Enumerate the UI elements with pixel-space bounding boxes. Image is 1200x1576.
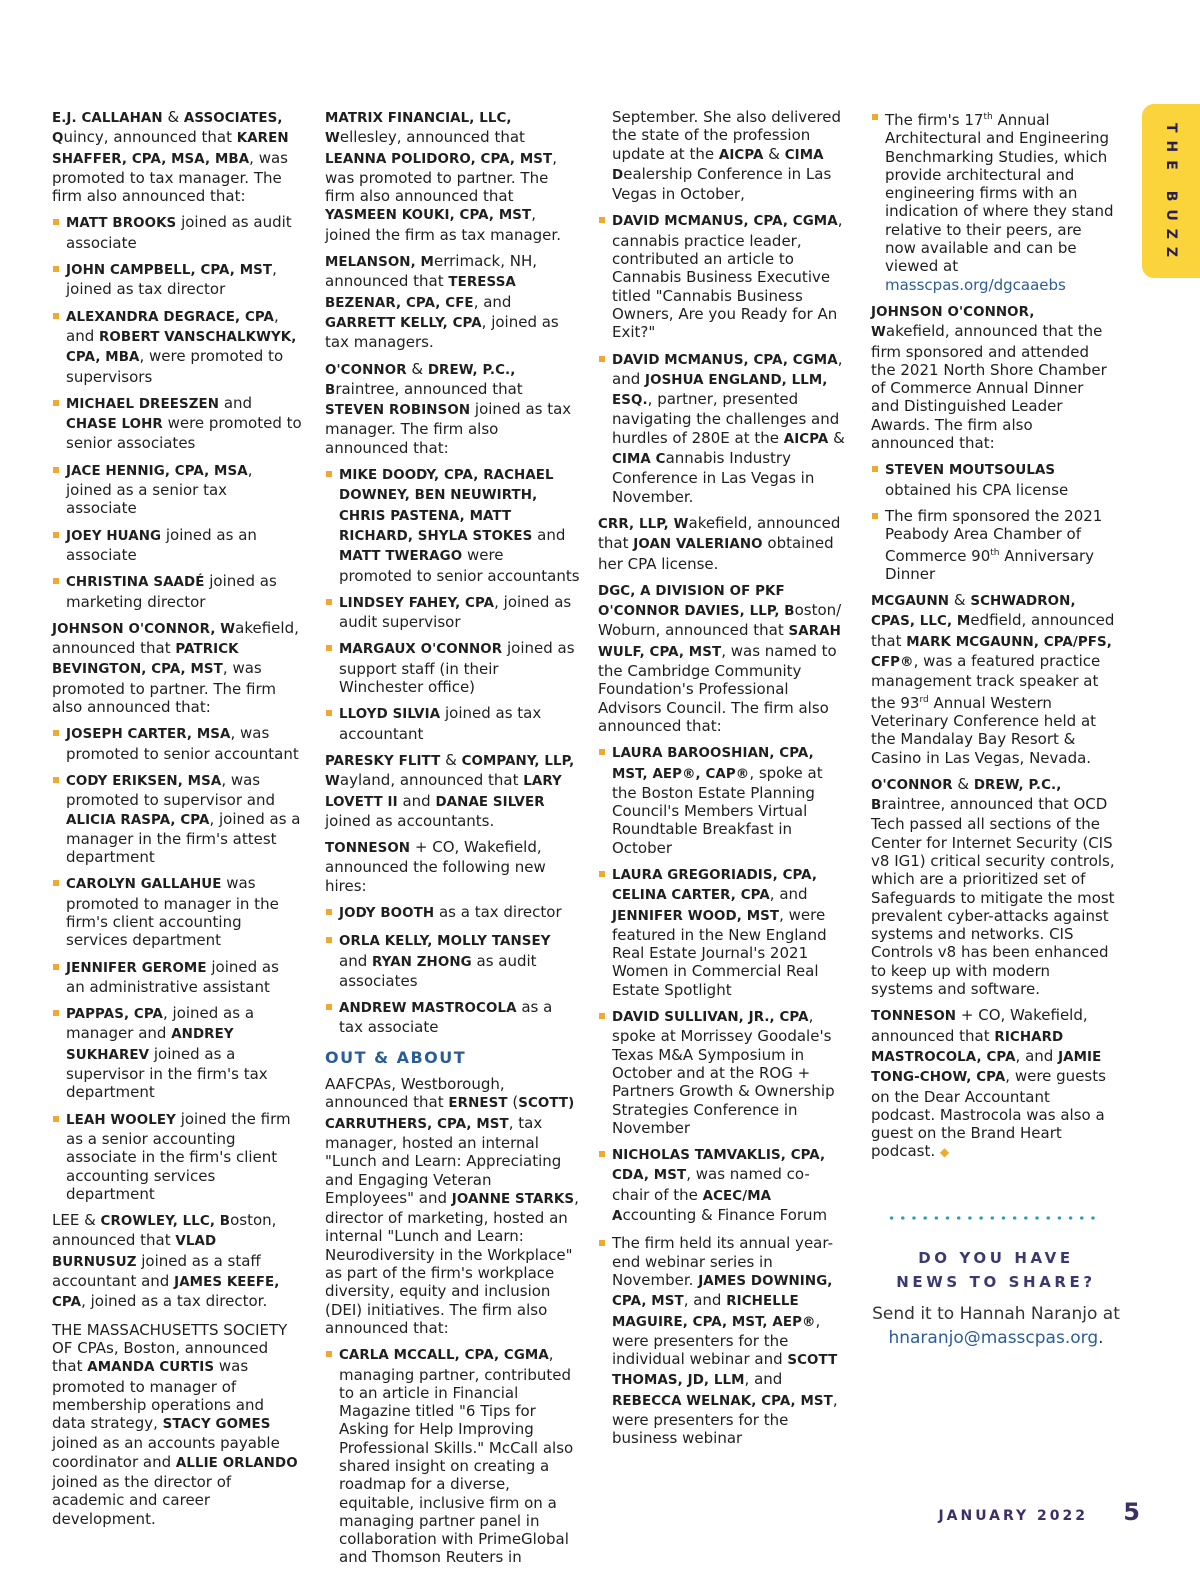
paragraph: LEE & CROWLEY, LLC, Boston, announced that VLAD BURNUSUZ joined as a staff accountant and JAMES KEEFE, CPA, joined as a tax director. bbox=[52, 1211, 280, 1311]
list-item: JOEY HUANG joined as an associate bbox=[52, 526, 302, 565]
list-item: MIKE DOODY, CPA, RACHAEL DOWNEY, BEN NEUWIRTH, CHRIS PASTENA, MATT RICHARD, SHYLA STOKES and MATT TWERAGO were promoted to senior accountants bbox=[325, 465, 580, 585]
list-item: NICHOLAS TAMVAKLIS, CPA, CDA, MST, was named co-chair of the ACEC/MA Accounting & Finance Forum bbox=[598, 1145, 846, 1226]
paragraph: AAFCPAs, Westborough, announced that ERNEST (SCOTT) CARRUTHERS, CPA, MST, tax manager, hosted an internal "Lunch and Learn: Appreciating and Engaging Veteran Employees" and JOANNE STARKS, director of marketing, hosted an internal "Lunch and Learn: Neurodiversity in the Workplace" as part of the firm's workplace diversity, equity and inclusion (DEI) initiatives. The firm also announced that: bbox=[325, 1075, 579, 1337]
news-callout bbox=[866, 1246, 1126, 1350]
list-item: ALEXANDRA DEGRACE, CPA, and ROBERT VANSCHALKWYK, CPA, MBA, were promoted to supervisors bbox=[52, 307, 302, 386]
bullet-list bbox=[598, 743, 846, 1447]
paragraph: O'CONNOR & DREW, P.C., Braintree, announced that OCD Tech passed all sections of the Center for Internet Security (CIS v8 IG1) critical security controls, which are a prioritized set of Safeguards to mitigate the most prevalent cyber-attacks against systems and networks. CIS Controls v8 has been enhanced to keep up with modern systems and software. bbox=[871, 774, 1115, 999]
column-4 bbox=[871, 108, 1116, 1170]
list-item: JENNIFER GEROME joined as an administrative assistant bbox=[52, 958, 302, 997]
list-item: MICHAEL DREESZEN and CHASE LOHR were promoted to senior associates bbox=[52, 394, 302, 453]
list-item: JOSEPH CARTER, MSA, was promoted to senior accountant bbox=[52, 724, 302, 763]
paragraph: O'CONNOR & DREW, P.C., Braintree, announced that STEVEN ROBINSON joined as tax manager. The firm also announced that: bbox=[325, 359, 572, 457]
paragraph: September. She also delivered the state of the profession update at the AICPA & CIMA Dealership Conference in Las Vegas in October, bbox=[612, 108, 841, 204]
news-heading-line2: NEWS TO SHARE? bbox=[896, 1273, 1096, 1291]
section-tab bbox=[1142, 104, 1200, 278]
bullet-list bbox=[52, 213, 302, 610]
list-item: DAVID MCMANUS, CPA, CGMA, cannabis practice leader, contributed an article to Cannabis Business Executive titled "Cannabis Business Owners, Are you Ready for An Exit?" bbox=[598, 211, 846, 341]
list-item: PAPPAS, CPA, joined as a manager and ANDREY SUKHAREV joined as a supervisor in the firm's tax department bbox=[52, 1004, 302, 1101]
bullet-list bbox=[325, 1345, 580, 1567]
column-1 bbox=[52, 108, 302, 1536]
list-item: The firm held its annual year-end webinar series in November. JAMES DOWNING, CPA, MST, and RICHELLE MAGUIRE, CPA, MST, AEP®, were presenters for the individual webinar and SCOTT THOMAS, JD, LLM, and REBECCA WELNAK, CPA, MST, were presenters for the business webinar bbox=[598, 1234, 846, 1447]
bullet-list bbox=[52, 724, 302, 1203]
news-send-text bbox=[866, 1302, 1126, 1350]
send-text: Send it to Hannah Naranjo at bbox=[872, 1304, 1120, 1324]
column-2 bbox=[325, 108, 580, 1575]
paragraph-text: TONNESON + CO, Wakefield, announced that RICHARD MASTROCOLA, CPA, and JAMIE TONG-CHOW, CPA, were guests on the Dear Accountant podcast. Mastrocola was also a guest on the Brand Heart podcast. bbox=[871, 1006, 1106, 1161]
paragraph: MCGAUNN & SCHWADRON, CPAS, LLC, Medfield, announced that MARK MCGAUNN, CPA/PFS, CFP®, was a featured practice management track speaker at the 93rd Annual Western Veterinary Conference held at the Mandalay Bay Resort & Casino in Las Vegas, Nevada. bbox=[871, 591, 1115, 767]
paragraph: JOHNSON O'CONNOR, Wakefield, announced that PATRICK BEVINGTON, CPA, MST, was promoted to partner. The firm also announced that: bbox=[52, 618, 299, 717]
list-item: MARGAUX O'CONNOR joined as support staff (in their Winchester office) bbox=[325, 639, 580, 696]
news-heading-line1: DO YOU HAVE bbox=[918, 1249, 1074, 1267]
list-item: The firm's 17th Annual Architectural and Engineering Benchmarking Studies, which provide architectural and engineering firms with an indication of where they stand relative to their peers, are now available and can be viewed at masscpas.org/dgcaaebs bbox=[871, 108, 1116, 294]
list-item: JOHN CAMPBELL, CPA, MST, joined as tax director bbox=[52, 260, 302, 299]
paragraph: PARESKY FLITT & COMPANY, LLP, Wayland, announced that LARY LOVETT II and DANAE SILVER joined as accountants. bbox=[325, 750, 575, 830]
column-3 bbox=[598, 108, 846, 1456]
list-item: ORLA KELLY, MOLLY TANSEY and RYAN ZHONG as audit associates bbox=[325, 931, 580, 990]
paragraph: MATRIX FINANCIAL, LLC, Wellesley, announced that LEANNA POLIDORO, CPA, MST, was promoted to partner. The firm also announced that YASMEEN KOUKI, CPA, MST, joined the firm as tax manager. bbox=[325, 111, 561, 244]
paragraph: E.J. CALLAHAN & ASSOCIATES, Quincy, announced that KAREN SHAFFER, CPA, MSA, MBA, was promoted to tax manager. The firm also announced that: bbox=[52, 108, 289, 206]
list-item: JODY BOOTH as a tax director bbox=[325, 903, 580, 923]
list-item: CARLA MCCALL, CPA, CGMA, managing partner, contributed to an article in Financial Magazine titled "6 Tips for Asking for Help Improving Professional Skills." McCall also shared insight on creating a roadmap for a diverse, equitable, inclusive firm on a managing partner panel in collaboration with PrimeGlobal and Thomson Reuters in bbox=[325, 1345, 580, 1567]
paragraph: MELANSON, Merrimack, NH, announced that TERESSA BEZENAR, CPA, CFE, and GARRETT KELLY, CPA, joined as tax managers. bbox=[325, 252, 559, 352]
paragraph: CRR, LLP, Wakefield, announced that JOAN VALERIANO obtained her CPA license. bbox=[598, 513, 841, 573]
page-number: 5 bbox=[1123, 1498, 1140, 1526]
list-item: DAVID SULLIVAN, JR., CPA, spoke at Morrissey Goodale's Texas M&A Symposium in October and at the ROG + Partners Growth & Ownership Strategies Conference in November bbox=[598, 1007, 846, 1137]
paragraph: DGC, A DIVISION OF PKF O'CONNOR DAVIES, LLP, Boston/ Woburn, announced that SARAH WULF, CPA, MST, was named to the Cambridge Community Foundation's Professional Advisors Council. The firm also announced that: bbox=[598, 583, 842, 735]
bullet-list bbox=[325, 465, 580, 743]
link[interactable]: masscpas.org/dgcaaebs bbox=[885, 275, 1066, 294]
period: . bbox=[1098, 1328, 1104, 1348]
list-item: CHRISTINA SAADÉ joined as marketing director bbox=[52, 572, 302, 611]
section-heading: OUT & ABOUT bbox=[325, 1047, 467, 1067]
section-tab-label: THE BUZZ bbox=[1163, 122, 1179, 266]
list-item: LINDSEY FAHEY, CPA, joined as audit supervisor bbox=[325, 593, 580, 632]
bullet-list bbox=[871, 460, 1116, 583]
email-link[interactable]: hnaranjo@masscpas.org bbox=[888, 1328, 1099, 1348]
list-item: CAROLYN GALLAHUE was promoted to manager in the firm's client accounting services department bbox=[52, 874, 302, 949]
dotted-divider bbox=[886, 1215, 1098, 1221]
bullet-list bbox=[871, 108, 1116, 294]
list-item: CODY ERIKSEN, MSA, was promoted to supervisor and ALICIA RASPA, CPA, joined as a manager in the firm's attest department bbox=[52, 771, 302, 866]
paragraph: JOHNSON O'CONNOR, Wakefield, announced that the firm sponsored and attended the 2021 North Shore Chamber of Commerce Annual Dinner and Distinguished Leader Awards. The firm also announced that: bbox=[871, 304, 1107, 453]
list-item: JACE HENNIG, CPA, MSA, joined as a senior tax associate bbox=[52, 461, 302, 518]
footer-month: JANUARY 2022 bbox=[938, 1508, 1088, 1524]
list-item: LEAH WOOLEY joined the firm as a senior accounting associate in the firm's client accounting services department bbox=[52, 1110, 302, 1203]
diamond-icon: ◆ bbox=[939, 1145, 950, 1160]
list-item: DAVID MCMANUS, CPA, CGMA, and JOSHUA ENGLAND, LLM, ESQ., partner, presented navigating the challenges and hurdles of 280E at the AICPA & CIMA Cannabis Industry Conference in Las Vegas in November. bbox=[598, 350, 846, 506]
paragraph: TONNESON + CO, Wakefield, announced the following new hires: bbox=[325, 838, 546, 895]
list-item: The firm sponsored the 2021 Peabody Area Chamber of Commerce 90th Anniversary Dinner bbox=[871, 507, 1116, 583]
bullet-list bbox=[598, 211, 846, 505]
list-item: STEVEN MOUTSOULAS obtained his CPA license bbox=[871, 460, 1116, 499]
bullet-list bbox=[325, 903, 580, 1037]
list-item: LAURA BAROOSHIAN, CPA, MST, AEP®, CAP®, spoke at the Boston Estate Planning Council's Members Virtual Roundtable Breakfast in October bbox=[598, 743, 846, 857]
paragraph: THE MASSACHUSETTS SOCIETY OF CPAs, Boston, announced that AMANDA CURTIS was promoted to manager of membership operations and data strategy, STACY GOMES joined as an accounts payable coordinator and ALLIE ORLANDO joined as the director of academic and career development. bbox=[52, 1320, 298, 1528]
list-item: MATT BROOKS joined as audit associate bbox=[52, 213, 302, 252]
list-item: LAURA GREGORIADIS, CPA, CELINA CARTER, CPA, and JENNIFER WOOD, MST, were featured in the New England Real Estate Journal's 2021 Women in Commercial Real Estate Spotlight bbox=[598, 865, 846, 999]
paragraph bbox=[871, 1006, 1116, 1161]
list-item: LLOYD SILVIA joined as tax accountant bbox=[325, 704, 580, 743]
list-item: ANDREW MASTROCOLA as a tax associate bbox=[325, 998, 580, 1037]
